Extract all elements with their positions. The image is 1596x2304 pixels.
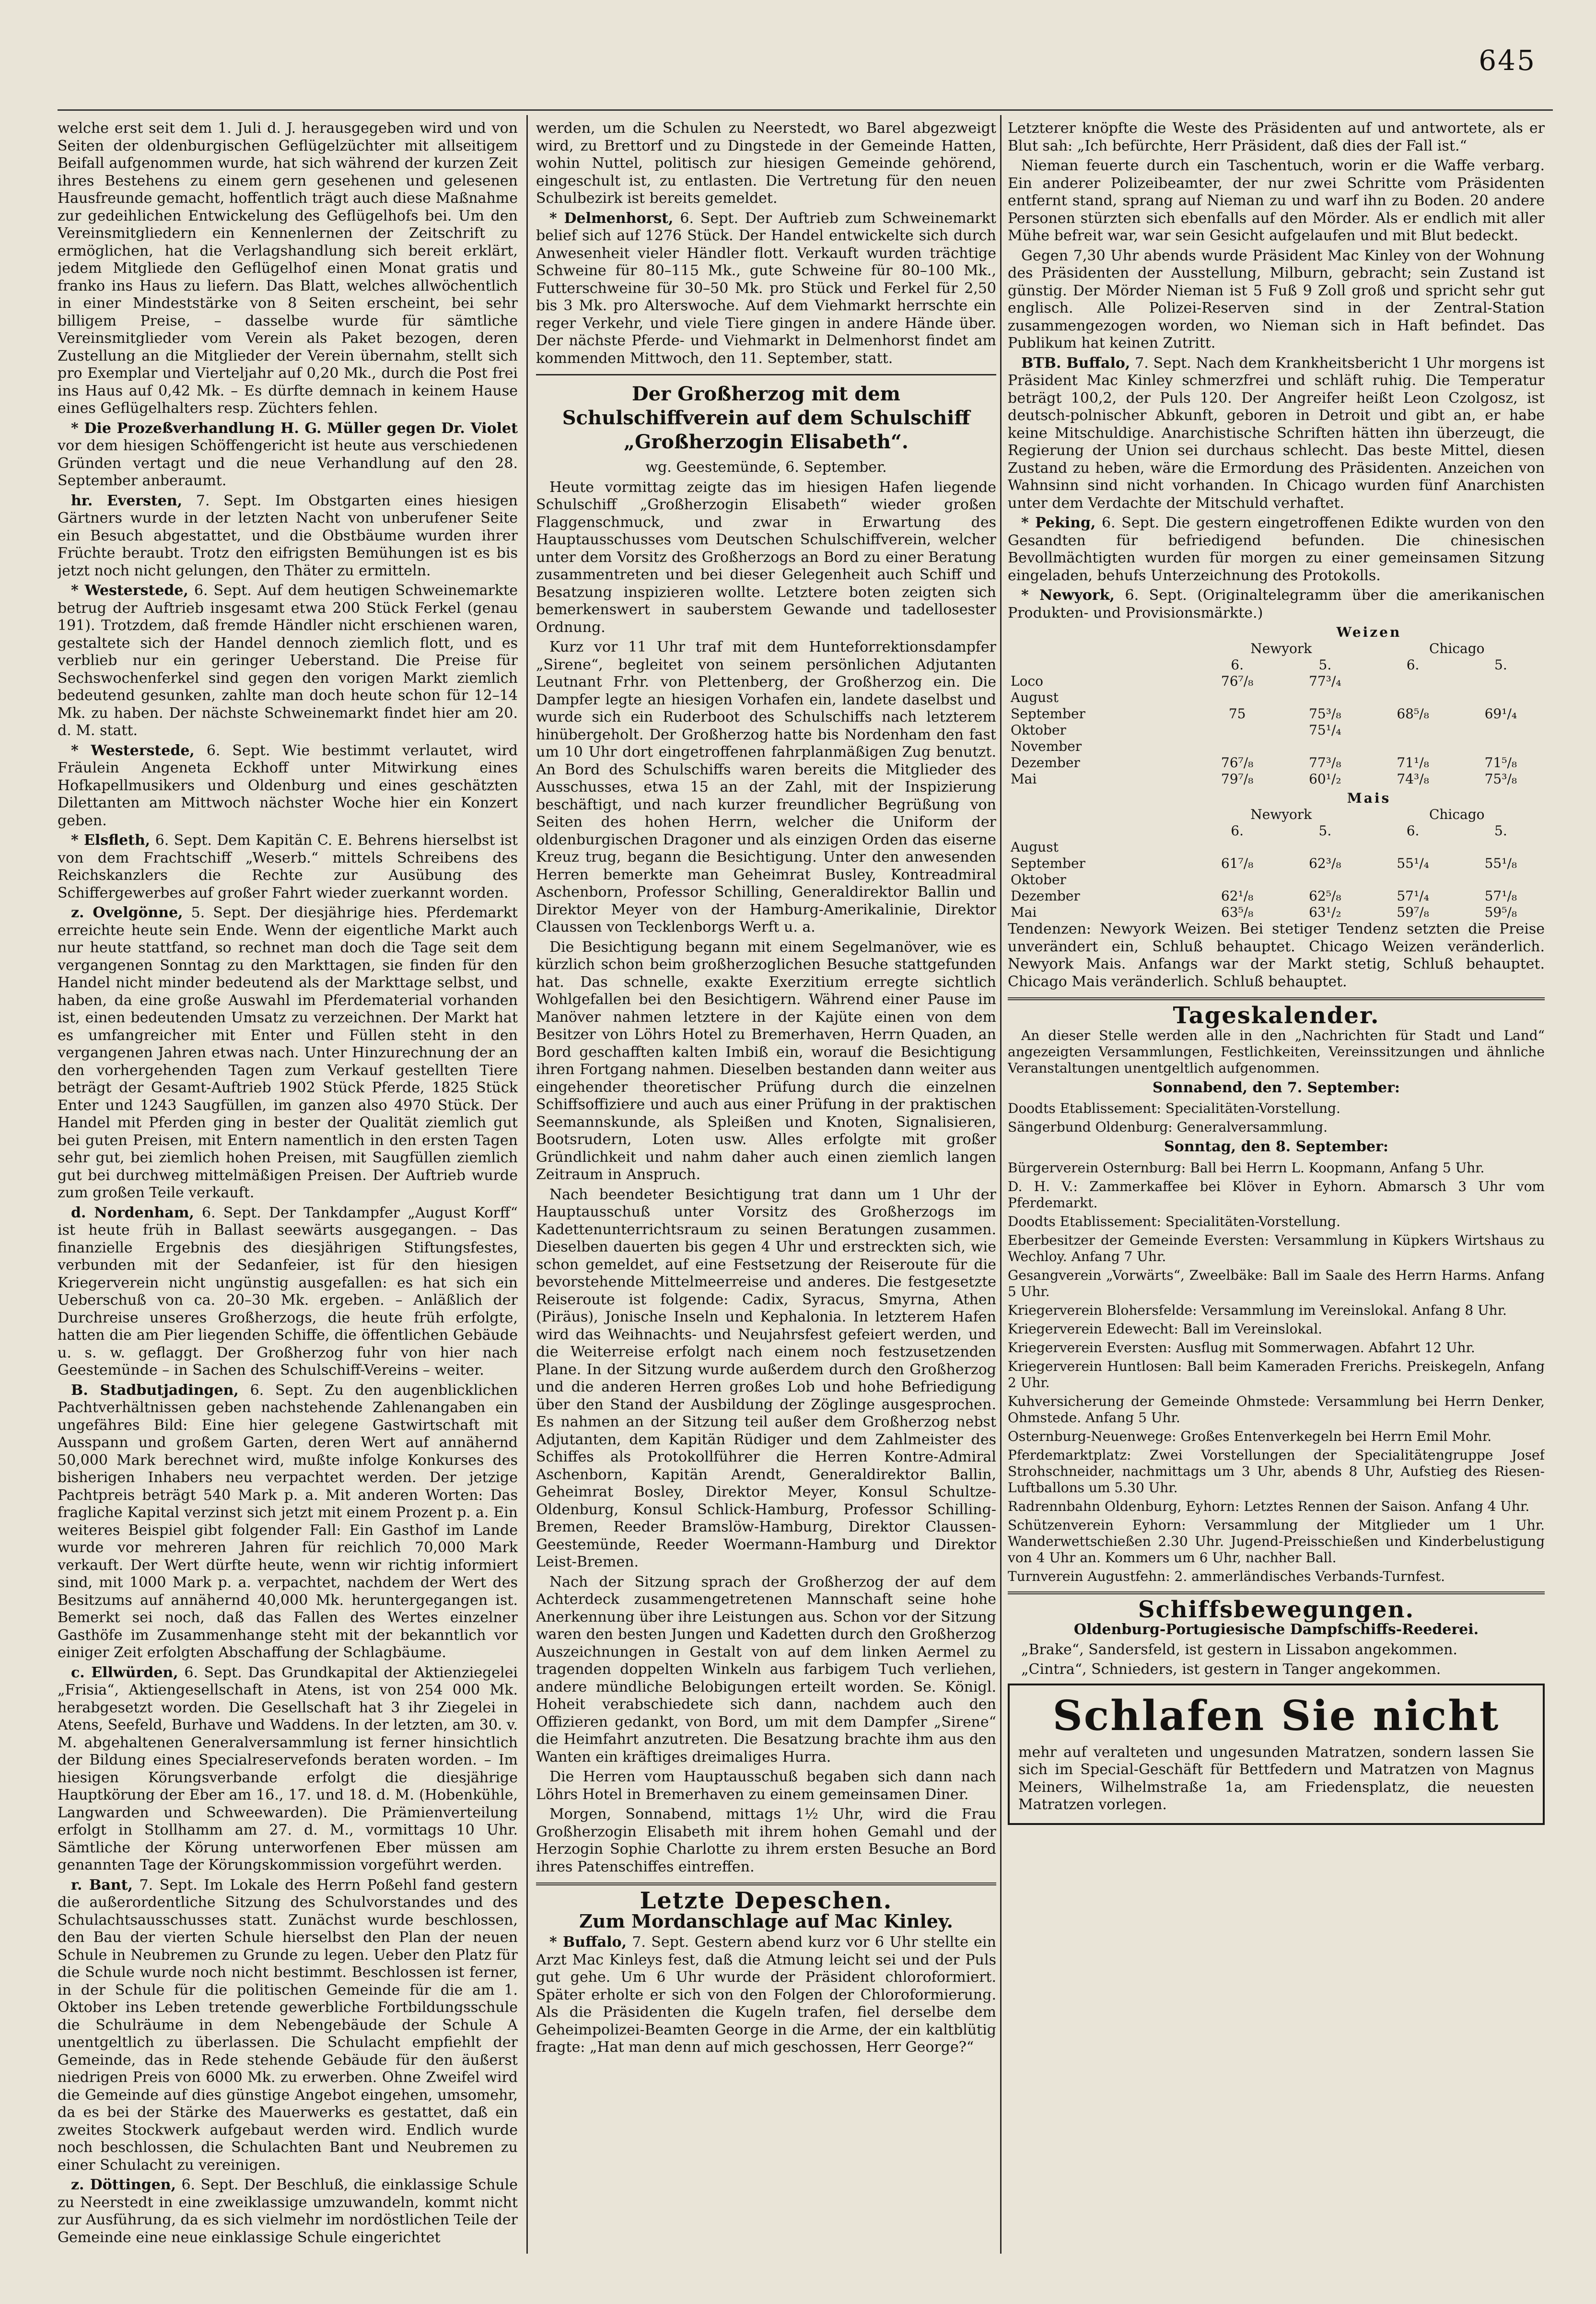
news-item: r. Bant, 7. Sept. Im Lokale des Herrn Poßehl fand gestern die außerordentliche Sitzung des Schulvorstandes und des Schulachtsausschusses statt. Zunächst wurde beschlossen, den Bau der vierten Schule hierselbst den Plan der neuen Schule in Neubremen zu Grunde zu legen. Ueber den Platz für die Schule wurde noch nicht bestimmt. Beschlossen ist ferner, in der Schule für die politischen Gemeinde für die am 1. Oktober ins Leben tretende gewerbliche Fortbildungsschule die Schulräume in dem Nebengebäude der Schule A unentgeltlich zu überlassen. Die Schulacht empfiehlt der Gemeinde, das in Rede stehende Gebäude für den äußerst niedrigen Preis von 6000 Mk. zu erwerben. Ohne Zweifel wird die Gemeinde auf dies günstige Angebot eingehen, umsomehr, da es bei der Stärke des Mauerwerks es gestattet, daß ein zweites Stockwerk aufgebaut werden wird. Endlich wurde noch beschlossen, die Schulachten Bant und Neubremen zu einer Schulacht zu vereinigen.: [58, 1876, 518, 2174]
ad-headline: Schlafen Sie nicht: [1052, 1691, 1500, 1740]
table-row: Dezember 76⁷/₈ 77³/₈ 71¹/₈ 71⁵/₈: [1011, 755, 1517, 771]
article-paragraph: Morgen, Sonnabend, mittags 1½ Uhr, wird die Frau Großherzogin Elisabeth mit ihrem hohen Gemahl und der Herzogin Sophie Charlotte zu ihrem ersten Besuche an Bord ihres Patenschiffes eintreffen.: [536, 1806, 996, 1875]
place-label: r. Bant,: [71, 1876, 133, 1894]
kalender-item: Bürgerverein Osternburg: Ball bei Herrn L. Koopmann, Anfang 5 Uhr.: [1008, 1159, 1485, 1176]
kalender-item: Schützenverein Eyhorn: Versammlung der Mitglieder um 1 Uhr. Wanderwettschießen 2.30 Uhr. Jugend-Preisschießen und Kinderbelustigung von 4 Uhr an. Kommers um 6 Uhr, nachher Ball.: [1008, 1517, 1545, 1566]
place-label: z. Döttingen,: [71, 2176, 176, 2193]
kalender-item: Kuhversicherung der Gemeinde Ohmstede: Versammlung bei Herrn Denker, Ohmstede. Anfang 5 Uhr.: [1008, 1393, 1545, 1426]
column-divider: [1000, 115, 1002, 2254]
column-2: [536, 120, 996, 2249]
kalender-item: D. H. V.: Zammerkaffee bei Klöver in Eyhorn. Abmarsch 3 Uhr vom Pferdemarkt.: [1008, 1178, 1545, 1211]
news-item: * Delmenhorst, 6. Sept. Der Auftrieb zum Schweinemarkt belief sich auf 1276 Stück. Der Handel entwickelte sich durch Anwesenheit vieler Händler flott. Verkauft wurden trächtige Schweine für 80–115 Mk., gute Schweine für 80–100 Mk., Futterschweine für 30–50 Mk. pro Stück und Ferkel für 2,50 bis 3 Mk. pro Alterswoche. Auf dem Viehmarkt herrschte ein reger Verkehr, und viele Tiere gingen in andere Hände über. Der nächste Pferde- und Viehmarkt in Delmenhorst findet am kommenden Mittwoch, den 11. September, statt.: [536, 210, 996, 367]
news-item: welche erst seit dem 1. Juli d. J. herausgegeben wird und von Seiten der oldenburgischen Geflügelzüchter mit allseitigem Beifall aufgenommen wurde, hat sich während der kurzen Zeit ihres Bestehens zu einem gern gesehenen und gelesenen Hausfreunde gemacht, hoffentlich trägt auch diese Maßnahme zur gedeihlichen Entwickelung des Geflügelhofs bei. Um den Vereinsmitgliedern ein Kennenlernen der Zeitschrift zu ermöglichen, hat die Verlagshandlung sich bereit erklärt, jedem Mitgliede den Geflügelhof einen Monat gratis und franko ins Haus zu liefern. Das Blatt, welches allwöchentlich in einer Mindeststärke von 8 Seiten erscheint, bei sehr billigem Preise, – dasselbe wurde für sämtliche Vereinsmitglieder vom Verein als Paket bezogen, deren Zustellung an die Mitglieder der Verein übernahm, stellt sich pro Exemplar und Vierteljahr auf 0,20 Mk., durch die Post frei ins Haus auf 0,42 Mk. – Es dürfte demnach in keinem Hause eines Geflügelhalters resp. Züchters fehlen.: [58, 120, 518, 417]
place-label: * Westerstede,: [71, 582, 188, 599]
table-row: Oktober: [1011, 872, 1066, 888]
news-item: Letzterer knöpfte die Weste des Präsidenten auf und antwortete, als er Blut sah: „Ich befürchte, Herr Präsident, daß dies der Fall ist.“: [1008, 120, 1545, 154]
kalender-item: Doodts Etablissement: Specialitäten-Vorstellung.: [1008, 1213, 1340, 1229]
news-item: c. Ellwürden, 6. Sept. Das Grundkapital der Aktienziegelei „Frisia“, Aktiengesellschaft in Atens, ist von 254 000 Mk. herabgesetzt worden. Die Gesellschaft hat 3 ihr Ziegelei in Atens, Seefeld, Burhave und Waddens. In der letzten, am 30. v. M. abgehaltenen Generalversammlung ist ferner hinsichtlich der Bildung eines Specialreservefonds beraten worden. – Im hiesigen Körungsverbande erfolgt die diesjährige Hauptkörung der Eber am 16., 17. und 18. d. M. (Hobenkühle, Langwarden und Schweewarden). Die Prämienverteilung erfolgt in Stollhamm am 27. d. M., vormittags 10 Uhr. Sämtliche der Körung unterworfenen Eber müssen am genannten Tage der Körungskommission vorgeführt werden.: [58, 1664, 518, 1873]
news-item: z. Döttingen, 6. Sept. Der Beschluß, die einklassige Schule zu Neerstedt in eine zweiklassige umzuwandeln, kommt nicht zur Ausführung, da es sich vielmehr im nordöstlichen Teile der Gemeinde eine neue einklassige Schule eingerichtet: [58, 2176, 518, 2246]
kalender-item: Sängerbund Oldenburg: Generalversammlung.: [1008, 1119, 1328, 1135]
table-row: Mai 63⁵/₈ 63¹/₂ 59⁷/₈ 59⁵/₈: [1011, 904, 1517, 920]
place-label: * Buffalo,: [549, 1934, 627, 1951]
kalender-heading: Tageskalender.: [1173, 1002, 1380, 1029]
news-item: BTB. Buffalo, 7. Sept. Nach dem Krankheitsbericht 1 Uhr morgens ist Präsident Mac Kinley schmerzfrei und schläft ruhig. Die Temperatur beträgt 100,2, der Puls 120. Der Angreifer heißt Leon Czolgosz, ist deutsch-polnischer Abkunft, geboren in Detroit und gibt an, er habe keine Mitschuldige. Anarchistische Schriften hätten ihn überzeugt, die Regierung der Union sei durchaus schlecht. Das beste Mittel, diesen Zustand zu heben, wäre die Ermordung des Präsidenten. Anzeichen von Wahnsinn sind nicht vorhanden. In Chicago wurden fünf Anarchisten unter dem Verdachte der Mitschuld verhaftet.: [1008, 354, 1545, 512]
article-paragraph: Kurz vor 11 Uhr traf mit dem Hunteforrektionsdampfer „Sirene“, begleitet von seinem persönlichen Adjutanten Leutnant Frhr. von Plettenberg, der Großherzog ein. Die Dampfer legte an hiesigen Vorhafen ein, landete daselbst und wurde sich ein Ruderboot des Schulschiffs nach letzterem hinübergeholt. Der Großherzog hatte bis Nordenham den fast um 10 Uhr dort eingetroffenen fahrplanmäßigen Zug benutzt. An Bord des Schulschiffs waren bereits die Mitglieder des Ausschusses, etwa 15 an der Zahl, mit der Inspizierung beschäftigt, und nach kurzer freundlicher Begrüßung von Seiten des hohen Herrn, welcher die Uniform der oldenburgischen Dragoner und als einzigen Orden das eiserne Kreuz trug, begann die Besichtigung. Unter den anwesenden Herren bemerkte man Geheimrat Busley, Kontreadmiral Aschenborn, Professor Schilling, Generaldirektor Ballin und Direktor Meyer von der Hamburg-Amerikalinie, Direktor Claussen von Tecklenborgs Werft u. a.: [536, 639, 996, 936]
place-label: z. Ovelgönne,: [71, 904, 183, 921]
table-row: August: [1011, 839, 1059, 855]
table-row: Mai 79⁷/₈ 60¹/₂ 74³/₈ 75³/₈: [1011, 771, 1517, 787]
article-paragraph: Die Herren vom Hauptausschuß begaben sich dann nach Löhrs Hotel in Bremerhaven zu einem gemeinsamen Diner.: [536, 1768, 996, 1803]
place-label: B. Stadbutjadingen,: [71, 1381, 239, 1399]
city-header: Newyork: [1250, 807, 1312, 822]
news-item: z. Ovelgönne, 5. Sept. Der diesjährige hies. Pferdemarkt erreichte heute sein Ende. Wenn der eigentliche Markt auch nur heute stattfand, so rechnet man doch die Tage seit dem vergangenen Sonntag zu den Markttagen, sie finden für den Handel nicht minder bedeutend als der Markttage selbst, und haben, da eine große Auswahl im Pferdematerial vorhanden ist, einen bedeutenden Umsatz zu verzeichnen. Der Markt hat es umfangreicher mit Enter und Füllen steht in den vergangenen Jahren etwas nach. Unter Hinzurechnung der an den vorhergehenden Tagen zum Verkauf gestellten Tiere beträgt der Gesamt-Auftrieb 1902 Stück Pferde, 1825 Stück Enter und 1243 Saugfüllen, im ganzen also 4970 Stück. Der Handel mit Pferden ging in bester der Qualität ziemlich gut bei guten Preisen, mit Entern namentlich in den ersten Tagen sehr gut, bei ziemlich hohen Preisen, mit Saugfüllen ziemlich gut bei durchweg mittelmäßigen Preisen. Der Auftrieb wurde zum großen Teile verkauft.: [58, 904, 518, 1201]
news-item: * Elsfleth, 6. Sept. Dem Kapitän C. E. Behrens hierselbst ist von dem Frachtschiff „Weserb.“ mittels Schreibens des Reichskanzlers die Rechte zur Ausübung des Schiffergewerbes auf großer Fahrt wieder zuerkannt worden.: [58, 832, 518, 901]
advertisement: [1008, 1684, 1545, 1825]
section-rule: [536, 374, 996, 375]
table-row: September 75 75³/₈ 68⁵/₈ 69¹/₄: [1011, 706, 1517, 722]
kalender-item: Kriegerverein Huntlosen: Ball beim Kameraden Frerichs. Preiskegeln, Anfang 2 Uhr.: [1008, 1358, 1545, 1391]
city-header: Newyork: [1250, 641, 1312, 656]
column1-articles: [58, 120, 518, 2246]
table-row: September 61⁷/₈ 62³/₈ 55¹/₄ 55¹/₈: [1011, 855, 1517, 871]
news-item: Gegen 7,30 Uhr abends wurde Präsident Mac Kinley von der Wohnung des Präsidenten der Ausstellung, Milburn, gebracht; sein Zustand ist günstig. Der Mörder Nieman ist 5 Fuß 9 Zoll groß und spricht sehr gut englisch. Alle Polizei-Reserven sind in der Zentral-Station zusammengezogen worden, wo Nieman sich in Haft befindet. Das Publikum hat keinen Zutritt.: [1008, 247, 1545, 351]
schiffs-item: „Cintra“, Schnieders, ist gestern in Tanger angekommen.: [1021, 1661, 1441, 1678]
column-divider: [526, 115, 528, 2254]
place-label: * Elsfleth,: [71, 832, 151, 849]
table-row: 6. 5. 6. 5.: [1231, 823, 1507, 839]
kalender-item: Radrennbahn Oldenburg, Eyhorn: Letztes Rennen der Saison. Anfang 4 Uhr.: [1008, 1498, 1530, 1514]
kalender-intro: An dieser Stelle werden alle in den „Nachrichten für Stadt und Land“ angezeigten Versammlungen, Festlichkeiten, Vereinssitzungen und ähnliche Veranstaltungen unentgeltlich aufgenommen.: [1008, 1027, 1545, 1076]
city-header: Chicago: [1429, 807, 1485, 822]
kalender-item: Kriegerverein Blohersfelde: Versammlung im Vereinslokal. Anfang 8 Uhr.: [1008, 1302, 1507, 1318]
news-item: hr. Eversten, 7. Sept. Im Obstgarten eines hiesigen Gärtners wurde in der letzten Nacht von unberufener Seite ein Besuch abgestattet, und die Obstbäume wurden ihrer Früchte beraubt. Trotz den eifrigsten Bemühungen ist es bis jetzt noch nicht gelungen, den Thäter zu ermitteln.: [58, 492, 518, 579]
place-label: * Westerstede,: [71, 742, 195, 759]
schiffs-heading: Schiffsbewegungen.: [1138, 1596, 1415, 1623]
column-3: [1008, 120, 1545, 2249]
mais-table: [1008, 790, 1545, 921]
tendenzen-text: Tendenzen: Newyork Weizen. Bei stetiger Tendenz setzten die Preise unverändert ein, Schluß behauptet. Chicago Weizen veränderlich. Newyork Mais. Anfangs war der Markt stetig, Schluß behauptet. Chicago Mais veränderlich. Schluß behauptet.: [1008, 921, 1545, 990]
article-headline: Der Großherzog mit dem Schulschiffverein auf dem Schulschiff „Großherzogin Elisabeth“.: [562, 383, 970, 453]
kalender-item: Turnverein Augustfehn: 2. ammerländisches Verbands-Turnfest.: [1008, 1568, 1445, 1584]
news-item: Nieman feuerte durch ein Taschentuch, worin er die Waffe verbarg. Ein anderer Polizeibeamter, der nur zwei Schritte vom Präsidenten entfernt stand, sprang auf Nieman zu und warf ihn zu Boden. 20 andere Personen stürzten sich ebenfalls auf den Mörder. Als er endlich mit aller Mühe befreit war, war sein Gesicht aufgelaufen und mit Blut bedeckt.: [1008, 157, 1545, 244]
table-title: Mais: [1347, 790, 1391, 806]
news-item: * Peking, 6. Sept. Die gestern eingetroffenen Edikte wurden von den Gesandten für befriedigend befunden. Die chinesischen Bevollmächtigten wurden für morgen zu einer gemeinsamen Sitzung eingeladen, behufs Unterzeichnung des Protokolls.: [1008, 515, 1545, 584]
place-label: c. Ellwürden,: [71, 1664, 178, 1681]
section-rule: [536, 1883, 996, 1885]
city-header: Chicago: [1429, 641, 1485, 656]
depeschen-heading: Letzte Depeschen.: [640, 1887, 893, 1914]
top-rule: [58, 109, 1553, 111]
kalender-item: Eberbesitzer der Gemeinde Eversten: Versammlung in Küpkers Wirtshaus zu Wechloy. Anfang 7 Uhr.: [1008, 1232, 1545, 1264]
kalender-item: Kriegerverein Edewecht: Ball im Vereinslokal.: [1008, 1321, 1323, 1337]
place-label: * Peking,: [1021, 515, 1096, 531]
kalender-item: Doodts Etablissement: Specialitäten-Vorstellung.: [1008, 1100, 1340, 1116]
news-item: * Buffalo, 7. Sept. Gestern abend kurz vor 6 Uhr stellte ein Arzt Mac Kinleys fest, daß die Atmung leicht sei und der Puls gut gehe. Um 6 Uhr wurde der Präsident chloroformiert. Später erholte er sich von den Folgen der Chloroformierung. Als die Präsidenten die Kugeln trafen, fiel derselbe dem Geheimpolizei-Beamten George in die Arme, der ein kaltblütig fragte: „Hat man denn auf mich geschossen, Herr George?“: [536, 1934, 996, 2056]
depeschen-subheading: Zum Mordanschlage auf Mac Kinley.: [579, 1910, 953, 1932]
section-rule: [1008, 997, 1545, 1000]
place-label: * Die Prozeßverhandlung H. G. Müller gegen Dr. Violet: [71, 420, 518, 437]
news-item: * Die Prozeßverhandlung H. G. Müller gegen Dr. Violet vor dem hiesigen Schöffengericht ist heute aus verschiedenen Gründen vertagt und die neue Verhandlung auf den 28. September anberaumt.: [58, 420, 518, 489]
article-paragraph: Heute vormittag zeigte das im hiesigen Hafen liegende Schulschiff „Großherzogin Elisabeth“ wieder großen Flaggenschmuck, und zwar in Erwartung des Hauptausschusses vom Deutschen Schulschiffverein, welcher unter dem Vorsitz des Großherzogs an Bord zu einer Beratung zusammentreten und bei dieser Gelegenheit auch Schiff und Besatzung inspizieren wollte. Letztere boten zeigten sich bemerkenswert in sauberstem Gewande und tadellosester Ordnung.: [536, 479, 996, 636]
news-item: * Westerstede, 6. Sept. Wie bestimmt verlautet, wird Fräulein Angeneta Eckhoff unter Mitwirkung eines Hofkapellmusikers und Oldenburg und eines geschätzten Dilettanten am Mittwoch nächster Woche hier ein Konzert geben.: [58, 742, 518, 829]
article-paragraph: Die Besichtigung begann mit einem Segelmanöver, wie es kürzlich schon beim großherzoglichen Besuche stattgefunden hat. Das schnelle, exakte Exerzitium erregte sichtlich Wohlgefallen bei den Besichtigern. Während einer Pause im Manöver nahmen letztere in der Kajüte einen von dem Besitzer von Löhrs Hotel zu Bremerhaven, Herrn Quaden, an Bord geschafften kalten Imbiß ein, worauf die Besichtigung ihren Fortgang nahmen. Dieselben bestanden dann weiter aus eingehender theoretischer Prüfung durch die einzelnen Schiffsoffiziere und auch aus einer Prüfung in der praktischen Seemannskunde, als Spleißen und Knoten, Signalisieren, Bootsrudern, Loten usw. Alles erfolgte mit großer Gründlichkeit und nahm daher auch einen ziemlich langen Zeitraum in Anspruch.: [536, 938, 996, 1183]
article-dateline: wg. Geestemünde, 6. September.: [645, 459, 887, 476]
article-paragraph: Nach beendeter Besichtigung trat dann um 1 Uhr der Hauptausschuß unter Vorsitz des Großherzogs im Kadettenunterrichtsraum zu seinen Beratungen zusammen. Dieselben dauerten bis gegen 4 Uhr und erstreckten sich, wie schon gemeldet, auf eine Festsetzung der Reiseroute für die bevorstehende Mittelmeerreise und anderes. Die festgesetzte Reiseroute ist folgende: Cadix, Syracus, Smyrna, Athen (Piräus), Jonische Inseln und Kephalonia. In letzterem Hafen wird das Weihnachts- und Neujahrsfest gefeiert werden, und die Weiterreise erfolgt nach einem noch festzusetzenden Plane. In der Sitzung wurde außerdem durch den Großherzog und die anderen Herren großes Lob und hohe Befriedigung über den Stand der Ausbildung der Zöglinge ausgesprochen. Es nahmen an der Sitzung teil außer dem Großherzog nebst Adjutanten, dem Kapitän Rüdiger und dem Zahlmeister des Schiffes als Protokollführer die Herren Kontre-Admiral Aschenborn, Kapitän Arendt, Generaldirektor Ballin, Geheimrat Bosley, Direktor Meyer, Konsul Schultze-Oldenburg, Konsul Schlick-Hamburg, Professor Schilling-Bremen, Reeder Bramslöw-Hamburg, Direktor Claussen-Geestemünde, Reeder Woermann-Hamburg und Direktor Leist-Bremen.: [536, 1186, 996, 1570]
place-label: hr. Eversten,: [71, 492, 183, 509]
kalender-day-heading: Sonnabend, den 7. September:: [1153, 1079, 1400, 1096]
section-rule: [1008, 1591, 1545, 1594]
page-number: 645: [1479, 44, 1536, 77]
kalender-item: Osternburg-Neuenwege: Großes Entenverkegeln bei Herrn Emil Mohr.: [1008, 1428, 1492, 1444]
table-row: Loco 76⁷/₈ 77³/₄: [1011, 673, 1341, 689]
table-row: November: [1011, 738, 1082, 754]
ad-text: mehr auf veralteten und ungesunden Matratzen, sondern lassen Sie sich im Special-Geschäft für Bettfedern und Matratzen von Magnus Meiners, Wilhelmstraße 1a, am Friedensplatz, die neuesten Matratzen vorlegen.: [1018, 1743, 1534, 1813]
news-item: d. Nordenham, 6. Sept. Der Tankdampfer „August Korff“ ist heute früh in Ballast seewärts ausgegangen. – Das finanzielle Ergebnis des diesjährigen Stiftungsfestes, verbunden mit der Sedanfeier, ist für den hiesigen Kriegerverein nicht ungünstig ausgefallen: es hat sich ein Ueberschuß von ca. 20–30 Mk. ergeben. – Anläßlich der Durchreise unseres Großherzogs, die heute früh erfolgte, hatten die am Pier liegenden Schiffe, die öffentlichen Gebäude u. s. w. geflaggt. Der Großherzog fuhr von hier nach Geestemünde – in Sachen des Schulschiff-Vereins – weiter.: [58, 1204, 518, 1379]
news-item: B. Stadbutjadingen, 6. Sept. Zu den augenblicklichen Pachtverhältnissen geben nachstehende Zahlenangaben ein ungefähres Bild: Eine hier gelegene Gastwirtschaft mit Ausspann und großem Garten, deren Wert auf annähernd 50,000 Mark berechnet wird, mußte infolge Konkurses des bisherigen Inhabers neu verpachtet werden. Der jetzige Pachtpreis beträgt 540 Mark p. a. Mit anderen Worten: Das fragliche Kapital verzinst sich jetzt mit einem Prozent p. a. Ein weiteres Beispiel gibt folgender Fall: Ein Gasthof im Lande wurde vor mehreren Jahren für reichlich 70,000 Mark verkauft. Der Wert dürfte heute, wenn wir richtig informiert sind, mit 1000 Mark p. a. verpachtet, nachdem der Wert des Besitzums auf annähernd 40,000 Mk. heruntergegangen ist. Bemerkt sei noch, daß das Fallen des Wertes einzelner Gasthöfe im Zusammenhange steht mit der bekanntlich vor einiger Zeit erfolgten Abschaffung der Schlagbäume.: [58, 1381, 518, 1661]
place-label: d. Nordenham,: [71, 1204, 194, 1221]
place-label: * Delmenhorst,: [549, 210, 674, 227]
news-item: * Newyork, 6. Sept. (Originaltelegramm über die amerikanischen Produkten- und Provisionsmärkte.): [1008, 587, 1545, 621]
schiffs-item: „Brake“, Sandersfeld, ist gestern in Lissabon angekommen.: [1021, 1641, 1457, 1658]
weizen-table: [1008, 624, 1545, 787]
schiffs-company: Oldenburg-Portugiesische Dampfschiffs-Reederei.: [1073, 1621, 1479, 1638]
table-row: Oktober 75¹/₄: [1011, 722, 1341, 738]
table-row: August: [1011, 690, 1059, 705]
kalender-item: Kriegerverein Eversten: Ausflug mit Sommerwagen. Abfahrt 12 Uhr.: [1008, 1339, 1475, 1356]
kalender-day-heading: Sonntag, den 8. September:: [1164, 1138, 1388, 1155]
place-label: * Newyork,: [1021, 587, 1115, 604]
table-title: Weizen: [1336, 624, 1402, 640]
kalender-item: Gesangverein „Vorwärts“, Zweelbäke: Ball im Saale des Herrn Harms. Anfang 5 Uhr.: [1008, 1267, 1545, 1299]
article-paragraph: Nach der Sitzung sprach der Großherzog der auf dem Achterdeck zusammengetretenen Mannschaft seine hohe Anerkennung über ihre Leistungen aus. Schon vor der Sitzung waren den besten Jungen und Kadetten durch den Großherzog Auszeichnungen in Gestalt von auf dem linken Aermel zu tragenden doppelten Winkeln aus farbigem Tuch verliehen, andere mündliche Belobigungen erteilt worden. Se. Königl. Hoheit verabschiedete sich dann, nachdem auch den Offizieren gedankt, von Bord, um mit dem Dampfer „Sirene“ die Heimfahrt anzutreten. Die Besatzung brachte ihm aus den Wanten ein kräftiges dreimaliges Hurra.: [536, 1573, 996, 1766]
table-row: 6. 5. 6. 5.: [1231, 657, 1507, 673]
place-label: BTB. Buffalo,: [1021, 354, 1130, 372]
table-row: Dezember 62¹/₈ 62⁵/₈ 57¹/₄ 57¹/₈: [1011, 888, 1517, 904]
column-1: [58, 120, 518, 2249]
news-item: * Westerstede, 6. Sept. Auf dem heutigen Schweinemarkte betrug der Auftrieb insgesamt etwa 200 Stück Ferkel (genau 191). Trotzdem, daß fremde Händler nicht erschienen waren, gestaltete sich der Handel dennoch ziemlich flott, und es verblieb nur ein geringer Ueberstand. Die Preise für Sechswochenferkel sind gegen den vorigen Markt ziemlich bedeutend gesunken, zahlte man doch heute schon für 12–14 Mk. zu haben. Der nächste Schweinemarkt findet hier am 20. d. M. statt.: [58, 582, 518, 739]
kalender-item: Pferdemarktplatz: Zwei Vorstellungen der Specialitätengruppe Josef Strohschneider, nachmittags um 3 Uhr, abends 8 Uhr, Aufstieg des Riesen-Luftballons um 5.30 Uhr.: [1008, 1447, 1545, 1496]
news-item: werden, um die Schulen zu Neerstedt, wo Barel abgezweigt wird, zu Brettorf und zu Dingstede in der Gemeinde Hatten, wohin Nuttel, politisch zur hiesigen Gemeinde gehörend, eingeschult ist, zu entlasten. Die Vertretung für den neuen Schulbezirk ist bereits gemeldet.: [536, 120, 996, 207]
